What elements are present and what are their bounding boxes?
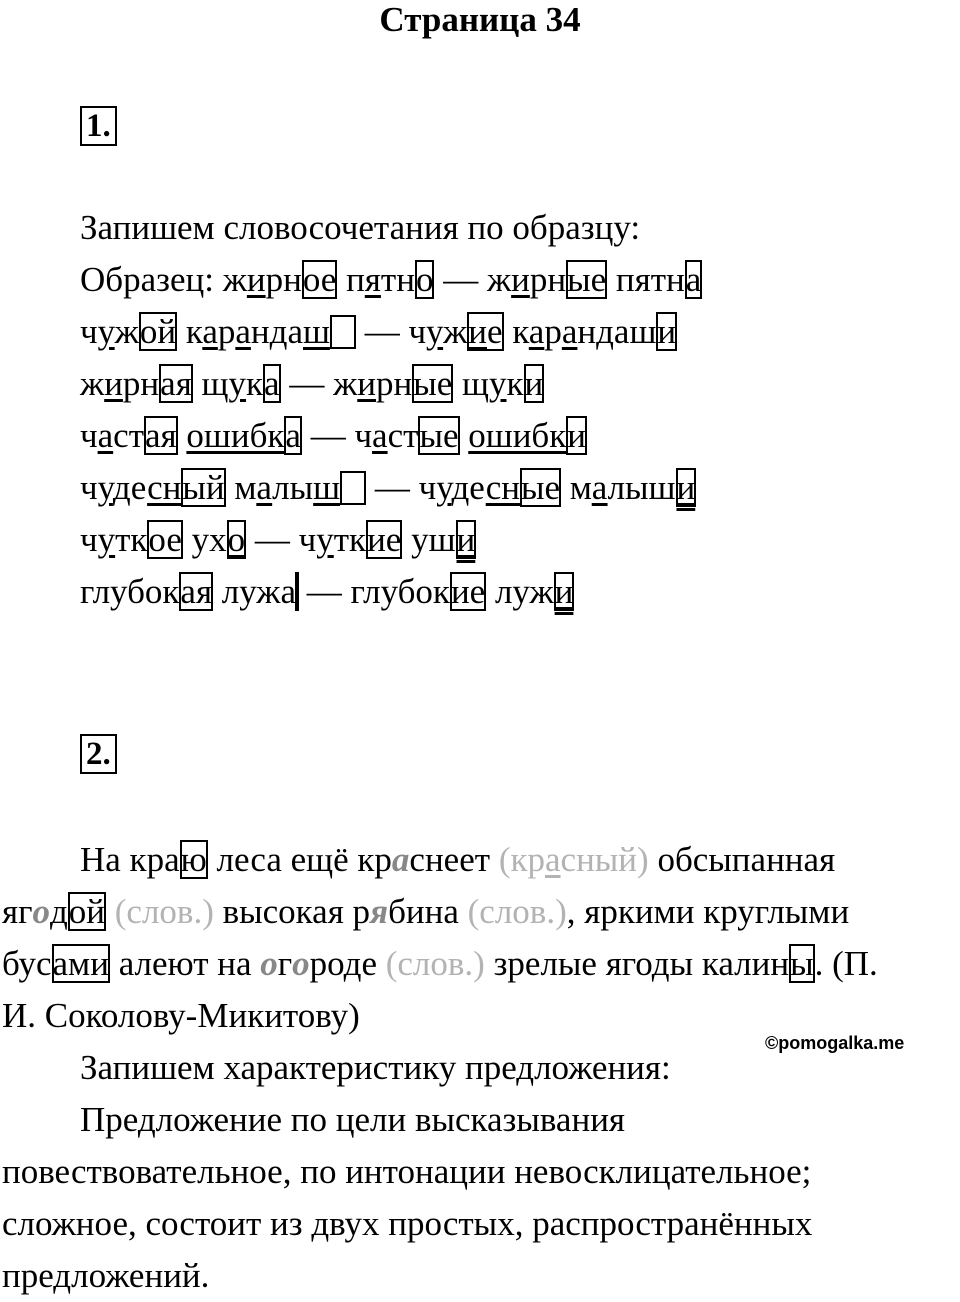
phrase-line-4: чудесный малыш — чудесные малыши bbox=[80, 468, 696, 507]
task-number-1: 1. bbox=[80, 106, 117, 146]
phrase-line-3: частая ошибка — частые ошибки bbox=[80, 416, 586, 455]
task-number-2: 2. bbox=[80, 734, 117, 774]
phrase-line-2: жирная щука — жирные щуки bbox=[80, 364, 544, 403]
characteristic-block bbox=[2, 1042, 958, 1302]
characteristic-heading: Запишем характеристику предложения: bbox=[80, 1048, 671, 1087]
phrase-line-1: чужой карандаш — чужие карандаши bbox=[80, 312, 677, 351]
task1-intro: Запишем словосочетания по образцу: bbox=[80, 208, 641, 247]
sample-line: Образец: жирное пятно — жирные пятна bbox=[80, 260, 702, 299]
phrase-line-6: глубокая лужа — глубокие лужи bbox=[80, 572, 574, 611]
characteristic-line: Предложение по цели высказывания bbox=[80, 1100, 626, 1139]
sentence-paragraph: На краю леса ещё краснеет (красный) обсыпанная ягодой (слов.) высокая рябина (слов.), яркими круглыми бусами алеют на огороде (слов.) зрелые ягоды калины. (П. И. Соколову-Микитову) bbox=[2, 840, 878, 1035]
page-title: Страница 34 bbox=[379, 0, 581, 39]
characteristic-line: предложений. bbox=[2, 1256, 210, 1295]
characteristic-line: повествовательное, по интонации невосклицательное; bbox=[2, 1152, 812, 1191]
watermark: ©pomogalka.me bbox=[765, 1033, 905, 1053]
characteristic-line: сложное, состоит из двух простых, распространённых bbox=[2, 1204, 813, 1243]
phrase-line-5: чуткое ухо — чуткие уши bbox=[80, 520, 476, 559]
sample-label: Образец: bbox=[80, 260, 214, 299]
